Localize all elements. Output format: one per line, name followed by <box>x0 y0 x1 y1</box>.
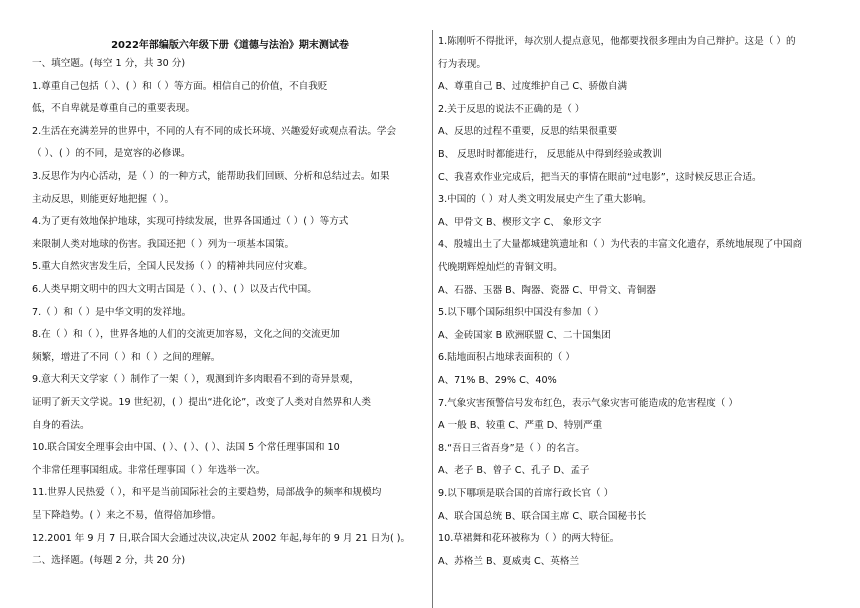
left-line-7: 主动反思，则能更好地把握（ ）。 <box>32 193 175 205</box>
left-line-23: 二、选择题。(每题 2 分，共 20 分) <box>32 555 186 567</box>
right-line-12: A、石器、玉器 B、陶器、瓷器 C、甲骨文、青铜器 <box>438 284 656 296</box>
right-line-3: A、尊重自己 B、过度维护自己 C、骄傲自满 <box>438 81 628 93</box>
right-line-10: 4、殷墟出土了大量都城建筑遗址和（ ）为代表的丰富文化遗存，系统地展现了中国商 <box>438 239 803 251</box>
right-line-17: 7.气象灾害预警信号发布红色，表示气象灾害可能造成的危害程度（ ） <box>438 397 739 409</box>
left-line-6: 3.反思作为内心活动，是（ ）的一种方式，能帮助我们回顾、分析和总结过去。如果 <box>32 171 390 182</box>
left-line-8: 4.为了更有效地保护地球，实现可持续发展，世界各国通过（ ）( ）等方式 <box>32 216 349 228</box>
left-line-4: 2.生活在充满差异的世界中，不同的人有不同的成长环境、兴趣爱好或观点看法。学会 <box>32 125 397 137</box>
right-line-22: A、联合国总统 B、联合国主席 C、联合国秘书长 <box>438 510 647 522</box>
left-line-9: 来限制人类对地球的伤害。我国还把（ ）列为一项基本国策。 <box>32 238 295 250</box>
right-line-21: 9.以下哪项是联合国的首席行政长官（ ） <box>438 488 614 499</box>
left-line-22: 12.2001 年 9 月 7 日,联合国大会通过决议,决定从 2002 年起,每年的 9 月 21 日为( )。 <box>32 532 411 544</box>
right-line-13: 5.以下哪个国际组织中国没有参加（ ） <box>438 307 604 319</box>
left-line-15: 9.意大利天文学家（ ）制作了一架（ ），观测到许多肉眼看不到的奇异景观， <box>32 374 360 386</box>
left-line-12: 7.（ ）和（ ）是中华文明的发祥地。 <box>32 306 192 318</box>
right-line-18: A 一般 B、较重 C、严重 D、特别严重 <box>438 420 603 432</box>
left-line-3: 低，不自卑就是尊重自己的重要表现。 <box>32 103 196 115</box>
right-line-2: 行为表现。 <box>438 58 486 70</box>
right-line-5: A、反思的过程不重要，反思的结果很重要 <box>438 126 618 138</box>
right-line-20: A、老子 B、曾子 C、孔子 D、孟子 <box>438 465 590 477</box>
left-line-18: 10.联合国安全理事会由中国、( ）、( ）、( ）、法国 5 个常任理事国和 10 <box>32 442 340 454</box>
left-line-21: 呈下降趋势。( ）来之不易，值得倍加珍惜。 <box>32 510 222 521</box>
left-line-16: 证明了新天文学说。19 世纪初，( ）提出“进化论”，改变了人类对自然界和人类 <box>32 397 371 408</box>
left-line-13: 8.在（ ）和（ ），世界各地的人们的交流更加容易，文化之间的交流更加 <box>32 329 340 341</box>
right-line-14: A、金砖国家 B 欧洲联盟 C、二十国集团 <box>438 329 611 341</box>
right-line-24: A、苏格兰 B、夏威夷 C、英格兰 <box>438 555 580 567</box>
left-line-17: 自身的看法。 <box>32 419 90 431</box>
left-line-1: 一、填空题。(每空 1 分，共 30 分) <box>32 58 186 69</box>
right-line-1: 1.陈刚听不得批评，每次别人提点意见，他都要找很多理由为自己辩护。这是（ ）的 <box>438 36 796 47</box>
right-line-4: 2.关于反思的说法不正确的是（ ） <box>438 103 585 115</box>
right-line-8: 3.中国的（ ）对人类文明发展史产生了重大影响。 <box>438 194 652 206</box>
left-line-14: 频繁，增进了不同（ ）和（ ）之间的理解。 <box>32 351 221 363</box>
column-divider <box>432 30 433 608</box>
right-line-11: 代晚期辉煌灿烂的青铜文明。 <box>438 262 563 273</box>
right-line-7: C、我喜欢作业完成后，把当天的事情在眼前“过电影”，这时候反思正合适。 <box>438 171 762 183</box>
left-line-11: 6.人类早期文明中的四大文明古国是（ ）、( ）、( ）以及古代中国。 <box>32 284 317 295</box>
right-line-9: A、甲骨文 B、楔形文字 C、 象形文字 <box>438 216 602 228</box>
exam-title: 2022年部编版六年级下册《道德与法治》期末测试卷 <box>111 40 349 51</box>
left-line-10: 5.重大自然灾害发生后，全国人民发扬（ ）的精神共同应付灾难。 <box>32 261 313 273</box>
left-line-19: 个非常任理事国组成。非常任理事国（ ）年选举一次。 <box>32 464 266 476</box>
right-line-16: A、71% B、29% C、40% <box>438 375 557 386</box>
right-line-15: 6.陆地面积占地球表面积的（ ） <box>438 352 575 364</box>
right-line-6: B、 反思时时都能进行， 反思能从中得到经验或教训 <box>438 149 662 160</box>
left-line-2: 1.尊重自己包括（ ）、( ）和（ ）等方面。相信自己的价值，不自我贬 <box>32 80 328 92</box>
right-line-19: 8.“吾日三省吾身”是（ ）的名言。 <box>438 442 585 454</box>
left-line-5: （ ）、( ）的不同，是宽容的必修课。 <box>32 148 191 160</box>
left-line-20: 11.世界人民热爱（ ），和平是当前国际社会的主要趋势，局部战争的频率和规模均 <box>32 487 382 499</box>
right-line-23: 10.草裙舞和花环被称为（ ）的两大特征。 <box>438 533 620 545</box>
